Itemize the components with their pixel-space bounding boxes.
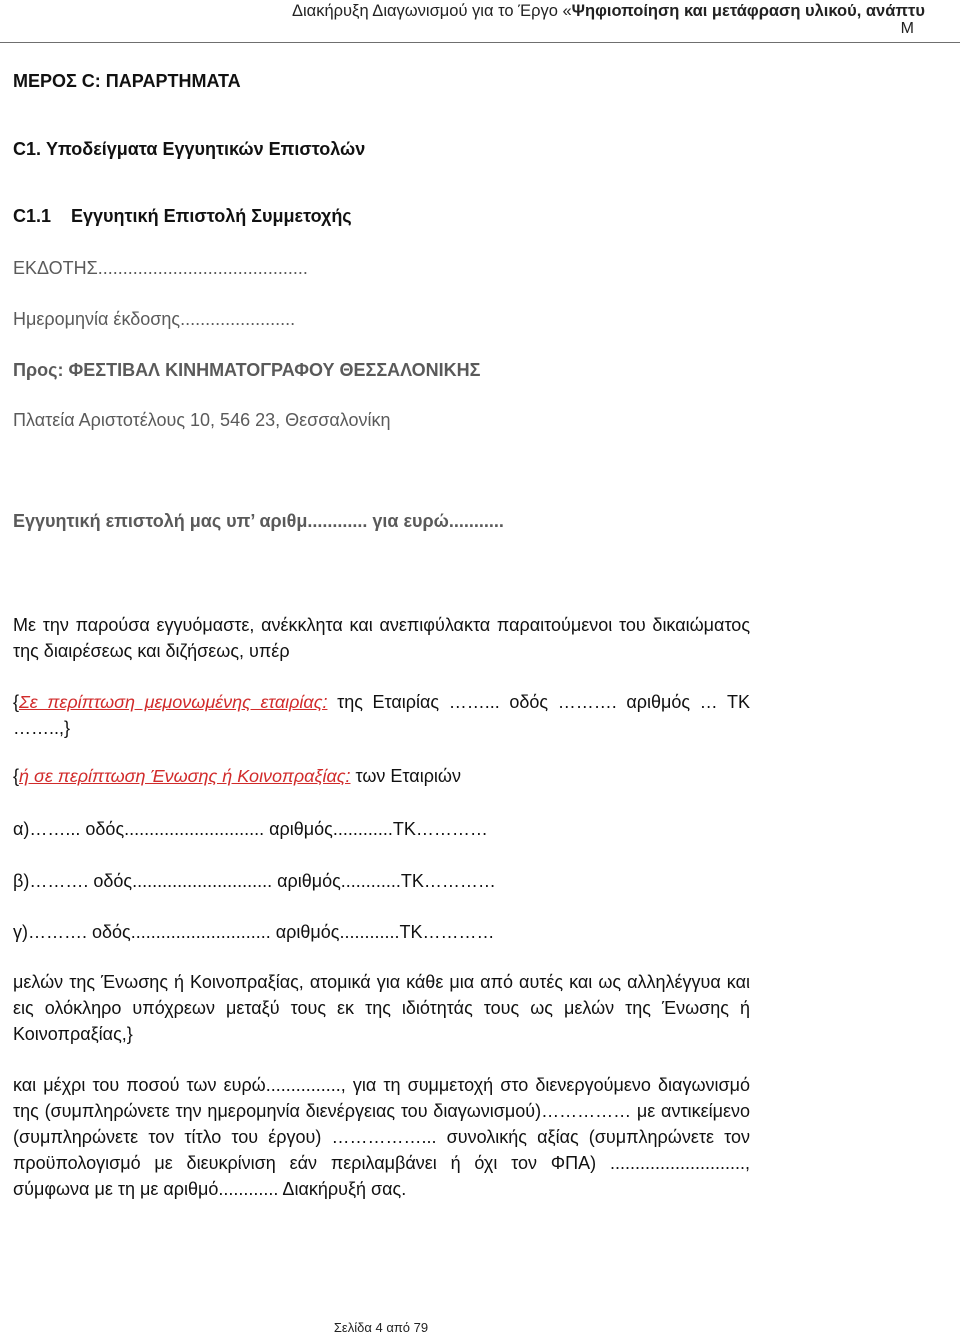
single-company-clause (13, 689, 750, 741)
letter-number-line: Εγγυητική επιστολή μας υπ’ αριθμ............ για ευρώ........... (13, 511, 504, 531)
header-title (292, 2, 925, 21)
member-line-c: γ)………. οδός............................ αριθμός............ΤΚ………… (13, 922, 495, 942)
joint-venture-label: ή σε περίπτωση Ένωσης ή Κοινοπραξίας: (19, 766, 351, 786)
joint-venture-clause (13, 766, 461, 787)
amount-paragraph: και μέχρι του ποσού των ευρώ..............., για τη συμμετοχή στο διενεργούμενο διαγωνισμό της (συμπληρώνετε την ημερομηνία διενέργειας του διαγωνισμού)…………… με αντικείμενο (συμπληρώνετε τον τίτλο του έργου) ……………... συνολικής αξίας (συμπληρώνετε τον προϋπολογισμό με διευκρίνιση εάν περιλαμβάνει ή όχι τον ΦΠΑ) ..........................., σύμφωνα με τη με αριθμό............ Διακήρυξή σας. (13, 1075, 750, 1199)
single-company-label: Σε περίπτωση μεμονωμένης εταιρίας: (19, 692, 328, 712)
page-number: Σελίδα 4 από 79 (333, 1320, 429, 1335)
address-line: Πλατεία Αριστοτέλους 10, 546 23, Θεσσαλονίκη (13, 410, 391, 430)
header-title-prefix: Διακήρυξη Διαγωνισμού για το Έργο « (292, 2, 572, 20)
brace-open: { (13, 692, 20, 712)
header-right-mark: Μ (900, 20, 914, 37)
header-title-bold: Ψηφιοποίηση και μετάφραση υλικού, ανάπτυ (571, 2, 925, 20)
single-company-text: της Εταιρίας ……... οδός ………. αριθμός … ΤΚ ……..,} (13, 692, 750, 738)
recipient-line: Προς: ΦΕΣΤΙΒΑΛ ΚΙΝΗΜΑΤΟΓΡΑΦΟΥ ΘΕΣΣΑΛΟΝΙΚΗΣ (13, 360, 481, 380)
subsubsection-title: C1.1 Εγγυητική Επιστολή Συμμετοχής (13, 206, 352, 226)
joint-venture-text: των Εταιριών (350, 766, 461, 786)
page-header (0, 0, 960, 43)
issue-date-line: Ημερομηνία έκδοσης....................... (13, 309, 296, 329)
member-line-b: β)………. οδός............................ αριθμός............ΤΚ………… (13, 871, 496, 891)
brace-open: { (13, 766, 20, 786)
issuer-line: ΕΚΔΟΤΗΣ.......................................... (13, 258, 308, 278)
members-paragraph: μελών της Ένωσης ή Κοινοπραξίας, ατομικά για κάθε μια από αυτές και ως αλληλέγγυα και εις ολόκληρο υπόχρεων μεταξύ τους εκ της ιδιότητάς τους ως μελών της Ένωσης ή Κοινοπραξίας,} (13, 972, 750, 1044)
subsection-title: C1. Υποδείγματα Εγγυητικών Επιστολών (13, 139, 366, 159)
intro-paragraph: Με την παρούσα εγγυόμαστε, ανέκκλητα και ανεπιφύλακτα παραιτούμενοι του δικαιώματος της διαιρέσεως και διζήσεως, υπέρ (13, 615, 750, 661)
member-line-a: α)……... οδός............................ αριθμός............ΤΚ………… (13, 819, 488, 839)
section-title: ΜΕΡΟΣ C: ΠΑΡΑΡΤΗΜΑΤΑ (13, 71, 241, 91)
